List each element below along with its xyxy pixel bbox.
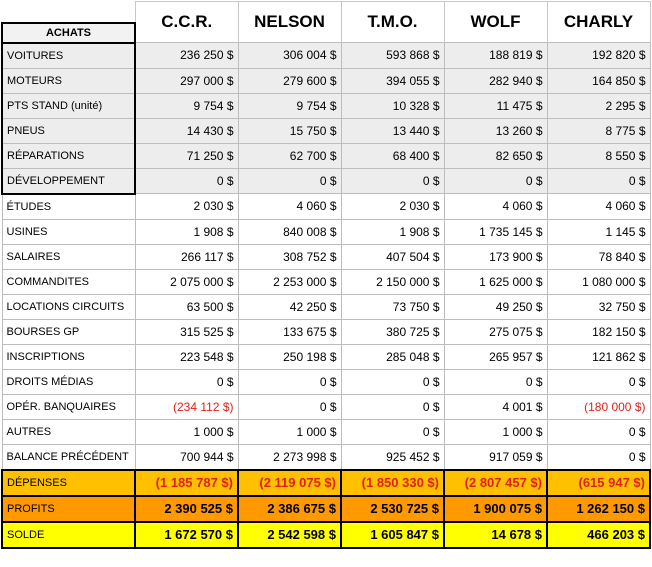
cell-charly: (180 000 $) (547, 394, 650, 419)
cell-c-c-r: 9 754 $ (135, 93, 238, 118)
cell-charly: 78 840 $ (547, 244, 650, 269)
row-label: RÉPARATIONS (2, 143, 135, 168)
cell-c-c-r: 2 390 525 $ (135, 496, 238, 522)
table-row-locations-circuits (2, 294, 650, 319)
cell-wolf: 14 678 $ (444, 522, 547, 548)
cell-wolf: 1 900 075 $ (444, 496, 547, 522)
cell-t-m-o: 0 $ (341, 419, 444, 444)
cell-charly: 32 750 $ (547, 294, 650, 319)
row-label: PTS STAND (unité) (2, 93, 135, 118)
cell-t-m-o: 0 $ (341, 168, 444, 194)
table-row-autres (2, 419, 650, 444)
cell-wolf: 4 060 $ (444, 194, 547, 220)
row-label: BALANCE PRÉCÉDENT (2, 444, 135, 470)
row-label: AUTRES (2, 419, 135, 444)
cell-nelson: 2 273 998 $ (238, 444, 341, 470)
cell-wolf: (2 807 457 $) (444, 470, 547, 496)
cell-c-c-r: 1 672 570 $ (135, 522, 238, 548)
cell-t-m-o: 2 530 725 $ (341, 496, 444, 522)
team-header-tmo: T.M.O. (341, 2, 444, 43)
cell-nelson: 42 250 $ (238, 294, 341, 319)
team-header-charly: CHARLY (547, 2, 650, 43)
cell-charly: (615 947 $) (547, 470, 650, 496)
table-row-droits-medias (2, 369, 650, 394)
cell-wolf: 265 957 $ (444, 344, 547, 369)
table-body (2, 43, 650, 548)
cell-nelson: 2 542 598 $ (238, 522, 341, 548)
cell-c-c-r: 315 525 $ (135, 319, 238, 344)
cell-t-m-o: 380 725 $ (341, 319, 444, 344)
cell-charly: 1 145 $ (547, 219, 650, 244)
cell-nelson: 2 253 000 $ (238, 269, 341, 294)
cell-t-m-o: 407 504 $ (341, 244, 444, 269)
cell-charly: 8 775 $ (547, 118, 650, 143)
cell-c-c-r: 71 250 $ (135, 143, 238, 168)
cell-wolf: 49 250 $ (444, 294, 547, 319)
cell-nelson: 1 000 $ (238, 419, 341, 444)
cell-c-c-r: 1 908 $ (135, 219, 238, 244)
cell-t-m-o: 285 048 $ (341, 344, 444, 369)
table-row-usines (2, 219, 650, 244)
cell-nelson: 306 004 $ (238, 43, 341, 69)
cell-charly: 192 820 $ (547, 43, 650, 69)
cell-wolf: 275 075 $ (444, 319, 547, 344)
team-header-wolf: WOLF (444, 2, 547, 43)
cell-wolf: 0 $ (444, 168, 547, 194)
cell-nelson: 4 060 $ (238, 194, 341, 220)
table-row-commandites (2, 269, 650, 294)
cell-c-c-r: 266 117 $ (135, 244, 238, 269)
cell-t-m-o: 0 $ (341, 394, 444, 419)
cell-charly: 0 $ (547, 369, 650, 394)
table-row-bourses-gp (2, 319, 650, 344)
cell-nelson: 308 752 $ (238, 244, 341, 269)
cell-wolf: 1 625 000 $ (444, 269, 547, 294)
row-label: VOITURES (2, 43, 135, 69)
cell-c-c-r: 2 030 $ (135, 194, 238, 220)
cell-nelson: 133 675 $ (238, 319, 341, 344)
finance-table (1, 1, 651, 549)
table-row-inscriptions (2, 344, 650, 369)
cell-c-c-r: 223 548 $ (135, 344, 238, 369)
cell-wolf: 282 940 $ (444, 68, 547, 93)
cell-t-m-o: 2 030 $ (341, 194, 444, 220)
cell-t-m-o: 13 440 $ (341, 118, 444, 143)
cell-t-m-o: 68 400 $ (341, 143, 444, 168)
team-header-ccr: C.C.R. (135, 2, 238, 43)
cell-c-c-r: 297 000 $ (135, 68, 238, 93)
cell-charly: 182 150 $ (547, 319, 650, 344)
table-row-solde (2, 522, 650, 548)
row-label: SALAIRES (2, 244, 135, 269)
cell-t-m-o: 2 150 000 $ (341, 269, 444, 294)
cell-c-c-r: (234 112 $) (135, 394, 238, 419)
cell-charly: 2 295 $ (547, 93, 650, 118)
row-label: COMMANDITES (2, 269, 135, 294)
row-label: DÉVELOPPEMENT (2, 168, 135, 194)
cell-nelson: 2 386 675 $ (238, 496, 341, 522)
cell-c-c-r: 236 250 $ (135, 43, 238, 69)
cell-wolf: 188 819 $ (444, 43, 547, 69)
table-row-salaires (2, 244, 650, 269)
cell-nelson: 279 600 $ (238, 68, 341, 93)
row-label: PNEUS (2, 118, 135, 143)
cell-wolf: 82 650 $ (444, 143, 547, 168)
cell-t-m-o: 10 328 $ (341, 93, 444, 118)
cell-wolf: 173 900 $ (444, 244, 547, 269)
team-header-nelson: NELSON (238, 2, 341, 43)
table-row-pneus (2, 118, 650, 143)
cell-nelson: 0 $ (238, 394, 341, 419)
row-label: INSCRIPTIONS (2, 344, 135, 369)
table-row-depenses (2, 470, 650, 496)
row-label: USINES (2, 219, 135, 244)
cell-c-c-r: 700 944 $ (135, 444, 238, 470)
cell-t-m-o: 593 868 $ (341, 43, 444, 69)
cell-c-c-r: 0 $ (135, 168, 238, 194)
cell-nelson: 0 $ (238, 168, 341, 194)
table-row-pts-stand-unite (2, 93, 650, 118)
cell-c-c-r: 63 500 $ (135, 294, 238, 319)
table-row-voitures (2, 43, 650, 69)
cell-c-c-r: 0 $ (135, 369, 238, 394)
table-row-reparations (2, 143, 650, 168)
cell-charly: 0 $ (547, 168, 650, 194)
cell-t-m-o: (1 850 330 $) (341, 470, 444, 496)
cell-c-c-r: 14 430 $ (135, 118, 238, 143)
cell-t-m-o: 394 055 $ (341, 68, 444, 93)
cell-charly: 164 850 $ (547, 68, 650, 93)
cell-wolf: 1 735 145 $ (444, 219, 547, 244)
cell-t-m-o: 0 $ (341, 369, 444, 394)
cell-charly: 0 $ (547, 419, 650, 444)
cell-c-c-r: 2 075 000 $ (135, 269, 238, 294)
row-label: ÉTUDES (2, 194, 135, 220)
table-row-profits (2, 496, 650, 522)
cell-t-m-o: 1 605 847 $ (341, 522, 444, 548)
cell-nelson: 15 750 $ (238, 118, 341, 143)
row-label: LOCATIONS CIRCUITS (2, 294, 135, 319)
cell-charly: 0 $ (547, 444, 650, 470)
cell-wolf: 0 $ (444, 369, 547, 394)
cell-charly: 121 862 $ (547, 344, 650, 369)
section-label-achats: ACHATS (2, 23, 135, 43)
table-row-oper-banquaires (2, 394, 650, 419)
cell-nelson: 62 700 $ (238, 143, 341, 168)
cell-wolf: 4 001 $ (444, 394, 547, 419)
cell-c-c-r: 1 000 $ (135, 419, 238, 444)
cell-charly: 4 060 $ (547, 194, 650, 220)
cell-charly: 466 203 $ (547, 522, 650, 548)
table-row-moteurs (2, 68, 650, 93)
cell-charly: 1 262 150 $ (547, 496, 650, 522)
cell-t-m-o: 925 452 $ (341, 444, 444, 470)
table-row-etudes (2, 194, 650, 220)
cell-nelson: 0 $ (238, 369, 341, 394)
row-label: BOURSES GP (2, 319, 135, 344)
row-label: DÉPENSES (2, 470, 135, 496)
table-row-balance-precedent (2, 444, 650, 470)
cell-charly: 8 550 $ (547, 143, 650, 168)
cell-nelson: 9 754 $ (238, 93, 341, 118)
row-label: DROITS MÉDIAS (2, 369, 135, 394)
cell-charly: 1 080 000 $ (547, 269, 650, 294)
table-row-developpement (2, 168, 650, 194)
cell-t-m-o: 73 750 $ (341, 294, 444, 319)
row-label: OPÉR. BANQUAIRES (2, 394, 135, 419)
cell-t-m-o: 1 908 $ (341, 219, 444, 244)
cell-wolf: 917 059 $ (444, 444, 547, 470)
row-label: SOLDE (2, 522, 135, 548)
row-label: PROFITS (2, 496, 135, 522)
cell-nelson: 250 198 $ (238, 344, 341, 369)
corner-blank (2, 2, 135, 23)
cell-nelson: (2 119 075 $) (238, 470, 341, 496)
cell-wolf: 13 260 $ (444, 118, 547, 143)
cell-c-c-r: (1 185 787 $) (135, 470, 238, 496)
cell-wolf: 1 000 $ (444, 419, 547, 444)
cell-nelson: 840 008 $ (238, 219, 341, 244)
cell-wolf: 11 475 $ (444, 93, 547, 118)
row-label: MOTEURS (2, 68, 135, 93)
